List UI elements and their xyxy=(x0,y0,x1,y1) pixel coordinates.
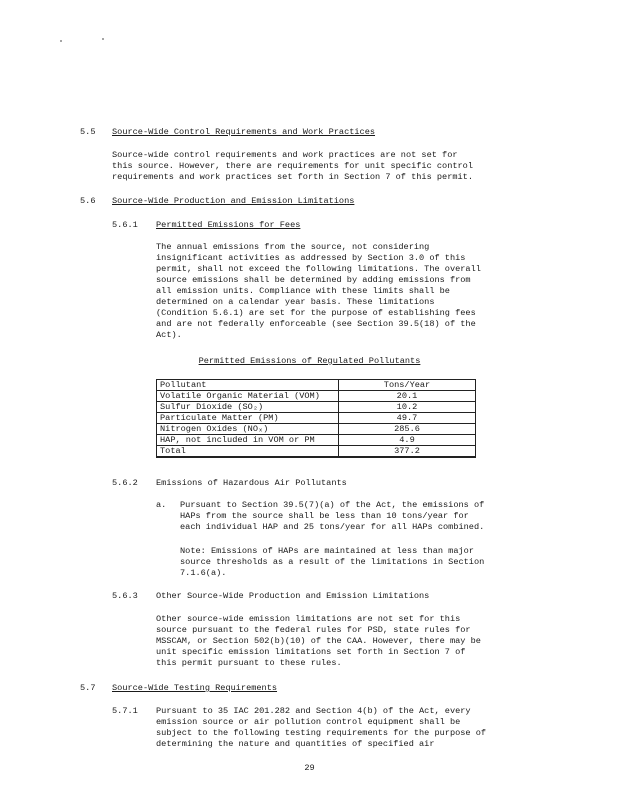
section-heading-5-6-3: Other Source-Wide Production and Emission Limitations xyxy=(156,591,430,601)
cell-pollutant: HAP, not included in VOM or PM xyxy=(157,435,339,446)
section-heading-5-6-2: Emissions of Hazardous Air Pollutants xyxy=(156,478,347,488)
cell-tons: 20.1 xyxy=(339,391,476,402)
section-body-5-5: Source-wide control requirements and work practices are not set for this source. However, there are requirements for unit specific control requirements and work practices set forth in Section 7 of this permit. xyxy=(112,150,473,182)
section-number-5-6: 5.6 xyxy=(80,196,96,206)
section-number-5-6-1: 5.6.1 xyxy=(112,220,138,230)
section-body-5-6-1: The annual emissions from the source, not considering insignificant activities as addressed by Section 3.0 of this permit, shall not exceed the following limitations. The overall source emissions shall be determined by adding emissions from all emission units. Compliance with these limits shall be determined on a calendar year basis. These limitations (Condition 5.6.1) are set for the purpose of establishing fees and are not federally enforceable (see Section 39.5(18) of the Act). xyxy=(156,242,481,340)
section-number-5-6-2: 5.6.2 xyxy=(112,478,138,488)
table-row xyxy=(157,402,476,413)
speck xyxy=(60,40,62,42)
section-heading-5-6: Source-Wide Production and Emission Limitations xyxy=(112,196,355,206)
section-heading-5-6-1: Permitted Emissions for Fees xyxy=(156,220,301,230)
section-number-5-7-1: 5.7.1 xyxy=(112,706,138,716)
section-heading-5-7: Source-Wide Testing Requirements xyxy=(112,683,278,693)
table-row xyxy=(157,391,476,402)
note: Note: Emissions of HAPs are maintained at less than major source thresholds as a result of the limitations in Section 7.1.6(a). xyxy=(180,546,485,578)
table-header-row xyxy=(157,380,476,391)
cell-pollutant: Nitrogen Oxides (NOₓ) xyxy=(157,424,339,435)
table-total-row xyxy=(157,446,476,458)
table-title: Permitted Emissions of Regulated Pollutants xyxy=(198,356,421,366)
section-body-5-7-1: Pursuant to 35 IAC 201.282 and Section 4(b) of the Act, every emission source or air pollution control equipment shall be subject to the following testing requirements for the purpose of determining the nature and quantities of specified air xyxy=(156,706,487,749)
cell-pollutant: Particulate Matter (PM) xyxy=(157,413,339,424)
cell-tons: 4.9 xyxy=(339,435,476,446)
list-item-a: Pursuant to Section 39.5(7)(a) of the Act, the emissions of HAPs from the source shall be less than 10 tons/year for each individual HAP and 25 tons/year for all HAPs combined. xyxy=(180,500,485,532)
cell-tons: 49.7 xyxy=(339,413,476,424)
table-row xyxy=(157,424,476,435)
cell-pollutant: Sulfur Dioxide (SO₂) xyxy=(157,402,339,413)
table-row xyxy=(157,435,476,446)
cell-tons: 10.2 xyxy=(339,402,476,413)
list-item-label-a: a. xyxy=(156,500,167,510)
page-number: 29 xyxy=(304,763,315,773)
col-header-tons: Tons/Year xyxy=(339,380,476,391)
section-number-5-6-3: 5.6.3 xyxy=(112,591,138,601)
section-heading-5-5: Source-Wide Control Requirements and Work Practices xyxy=(112,127,376,137)
section-number-5-7: 5.7 xyxy=(80,683,96,693)
col-header-pollutant: Pollutant xyxy=(157,380,339,391)
table-row xyxy=(157,413,476,424)
speck xyxy=(102,38,104,40)
cell-tons: 285.6 xyxy=(339,424,476,435)
section-number-5-5: 5.5 xyxy=(80,127,96,137)
scan-specks xyxy=(60,38,110,46)
cell-pollutant: Total xyxy=(157,446,339,458)
cell-pollutant: Volatile Organic Material (VOM) xyxy=(157,391,339,402)
cell-tons: 377.2 xyxy=(339,446,476,458)
emissions-table xyxy=(156,379,476,458)
section-body-5-6-3: Other source-wide emission limitations are not set for this source pursuant to the federal rules for PSD, state rules for MSSCAM, or Section 502(b)(10) of the CAA. However, there may be unit specific emission limitations set forth in Section 7 of this permit pursuant to these rules. xyxy=(156,614,481,668)
